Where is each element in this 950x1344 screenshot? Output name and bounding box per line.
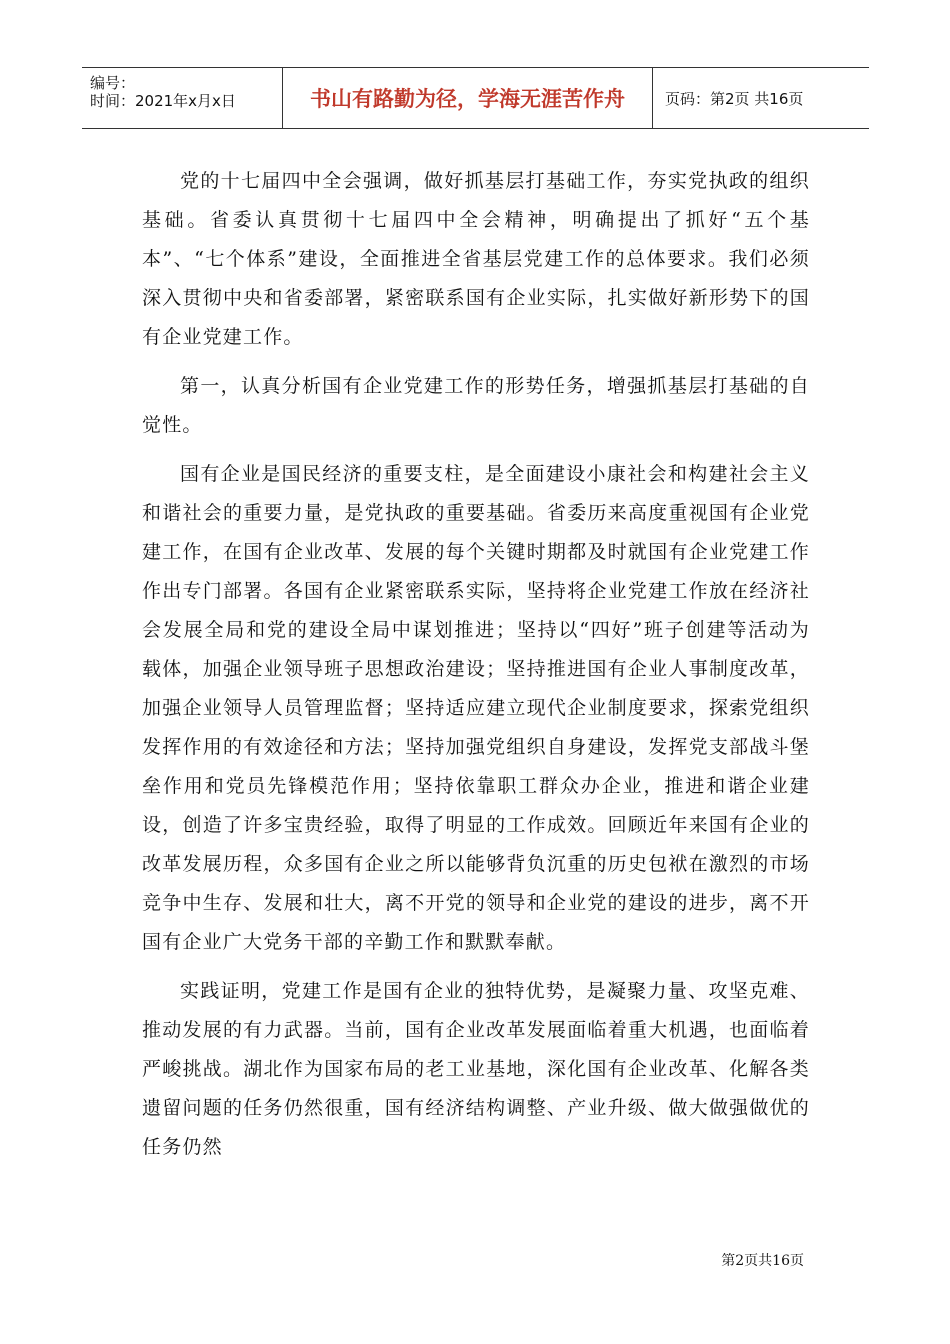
number-label: 编号： — [90, 74, 136, 92]
header-motto: 书山有路勤为径，学海无涯苦作舟 — [282, 68, 653, 128]
paragraph: 第一，认真分析国有企业党建工作的形势任务，增强抓基层打基础的自觉性。 — [142, 375, 810, 436]
header-meta — [82, 68, 282, 128]
paragraph: 实践证明，党建工作是国有企业的独特优势，是凝聚力量、攻坚克难、推动发展的有力武器。当前，国有企业改革发展面临着重大机遇，也面临着严峻挑战。湖北作为国家布局的老工业基地，深化国有企业改革、化解各类遗留问题的任务仍然很重，国有经济结构调整、产业升级、做大做强做优的任务仍然 — [142, 980, 810, 1158]
header-page-label: 页码：第2页 共16页 — [665, 89, 804, 108]
paragraph: 国有企业是国民经济的重要支柱，是全面建设小康社会和构建社会主义和谐社会的重要力量，是党执政的重要基础。省委历来高度重视国有企业党建工作，在国有企业改革、发展的每个关键时期都及时就国有企业党建工作作出专门部署。各国有企业紧密联系实际，坚持将企业党建工作放在经济社会发展全局和党的建设全局中谋划推进；坚持以“四好”班子创建等活动为载体，加强企业领导班子思想政治建设；坚持推进国有企业人事制度改革，加强企业领导人员管理监督；坚持适应建立现代企业制度要求，探索党组织发挥作用的有效途径和方法；坚持加强党组织自身建设，发挥党支部战斗堡垒作用和党员先锋模范作用；坚持依靠职工群众办企业，推进和谐企业建设，创造了许多宝贵经验，取得了明显的工作成效。回顾近年来国有企业的改革发展历程，众多国有企业之所以能够背负沉重的历史包袱在激烈的市场竞争中生存、发展和壮大，离不开党的领导和企业党的建设的进步，离不开国有企业广大党务干部的辛勤工作和默默奉献。 — [142, 463, 810, 953]
paragraph: 党的十七届四中全会强调，做好抓基层打基础工作，夯实党执政的组织基础。省委认真贯彻十七届四中全会精神，明确提出了抓好“五个基本”、“七个体系”建设，全面推进全省基层党建工作的总体要求。我们必须深入贯彻中央和省委部署，紧密联系国有企业实际，扎实做好新形势下的国有企业党建工作。 — [142, 170, 810, 348]
page-footer: 第2页共16页 — [721, 1253, 804, 1269]
page-header — [82, 67, 869, 129]
document-body — [142, 162, 810, 1177]
time-label: 时间：2021年x月x日 — [90, 92, 236, 110]
